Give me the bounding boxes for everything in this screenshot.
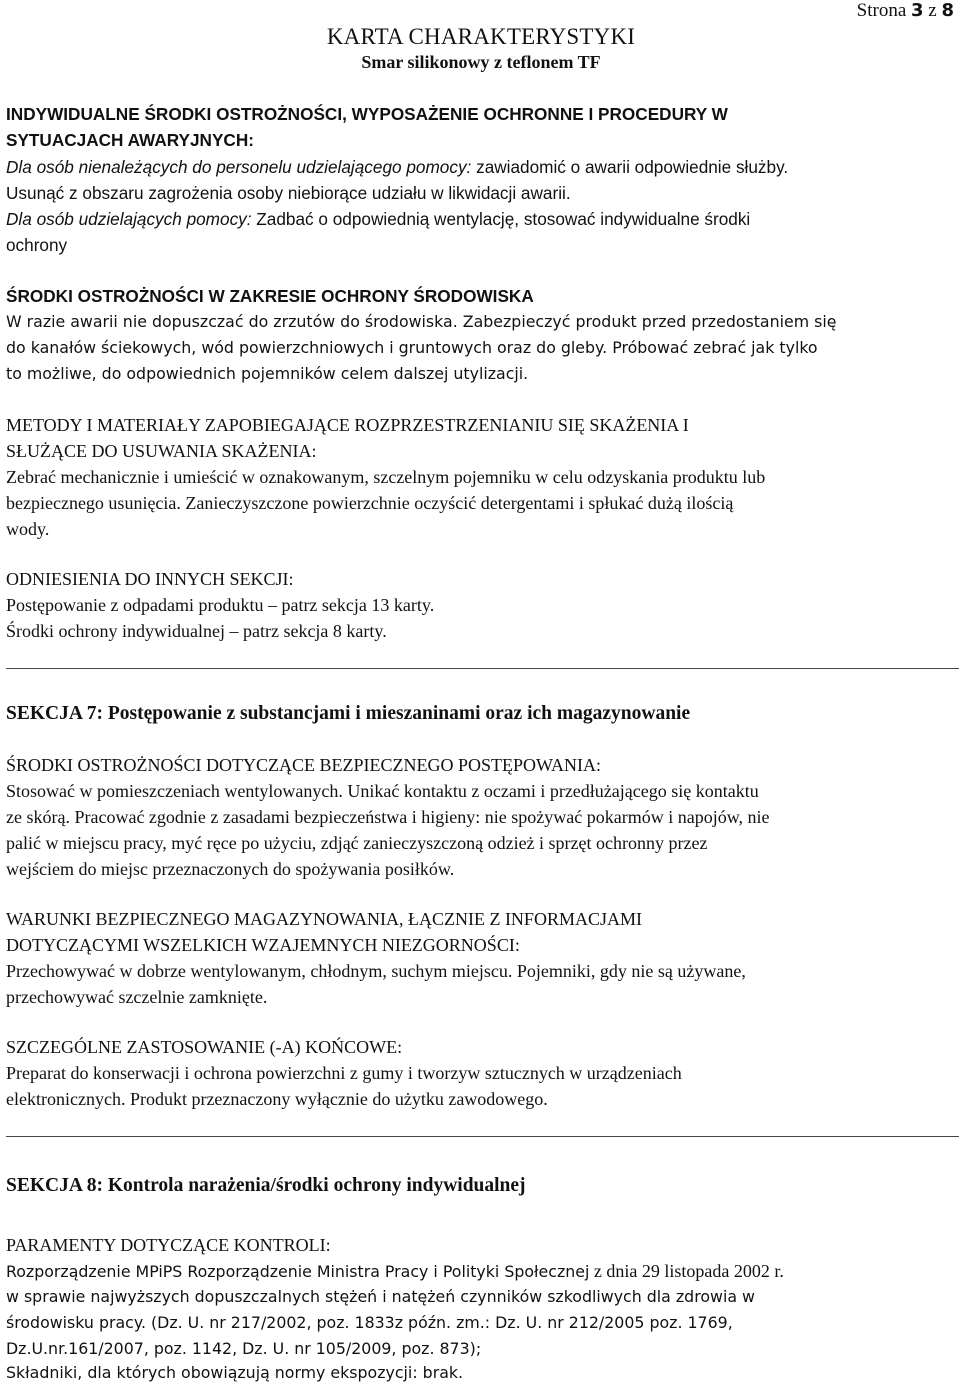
env-line-1 — [6, 309, 956, 335]
handling-line-4: wejściem do miejsc przeznaczonych do spożywania posiłków. — [6, 859, 455, 879]
specific-use-line-1: Preparat do konserwacji i ochrona powierzchni z gumy i tworzyw sztucznych w urządzeniach — [6, 1063, 682, 1083]
heading-specific-use: SZCZEGÓLNE ZASTOSOWANIE (-A) KOŃCOWE: — [6, 1037, 403, 1057]
paragraph-evacuate: Usunąć z obszaru zagrożenia osoby niebiorące udziału w likwidacji awarii. — [6, 183, 571, 203]
heading-safe-handling: ŚRODKI OSTROŻNOŚCI DOTYCZĄCE BEZPIECZNEGO POSTĘPOWANIA: — [6, 755, 602, 775]
heading-individual-precautions-2: SYTUACJACH AWARYJNYCH: — [6, 130, 254, 150]
heading-references: ODNIESIENIA DO INNYCH SEKCJI: — [6, 569, 294, 589]
section-7-title: SEKCJA 7: Postępowanie z substancjami i mieszaninami oraz ich magazynowanie — [6, 703, 691, 724]
paragraph-responders — [6, 206, 956, 232]
page-label: Strona — [856, 0, 907, 21]
regulation-date: z dnia 29 listopada 2002 r. — [589, 1261, 784, 1281]
env-line-3: to możliwe, do odpowiednich pojemników celem dalszej utylizacji. — [6, 364, 529, 383]
page-current: 3 — [911, 0, 924, 21]
methods-line-1: Zebrać mechanicznie i umieścić w oznakowanym, szczelnym pojemniku w celu odzyskania produktu lub — [6, 467, 766, 487]
text-responders: Zadbać o odpowiednią wentylację, stosować indywidualne środki — [251, 209, 751, 229]
storage-line-2: przechowywać szczelnie zamknięte. — [6, 987, 268, 1007]
regulation-line-1 — [6, 1258, 956, 1285]
section-8-title: SEKCJA 8: Kontrola narażenia/środki ochrony indywidualnej — [6, 1175, 526, 1196]
page-of: z — [928, 0, 937, 21]
section-divider — [6, 1136, 959, 1137]
heading-storage-2: DOTYCZĄCYMI WSZELKICH WZAJEMNYCH NIEZGORNOŚCI: — [6, 935, 520, 955]
heading-control-parameters: PARAMENTY DOTYCZĄCE KONTROLI: — [6, 1235, 331, 1255]
regulation-line-3: środowisku pracy. (Dz. U. nr 217/2002, poz. 1833z późn. zm.: Dz. U. nr 212/2005 poz. 1769, — [6, 1313, 733, 1332]
handling-line-1: Stosować w pomieszczeniach wentylowanych. Unikać kontaktu z oczami i przedłużającego się kontaktu — [6, 781, 759, 801]
regulation-line-5: Składniki, dla których obowiązują normy ekspozycji: brak. — [6, 1363, 464, 1382]
handling-line-2: ze skórą. Pracować zgodnie z zasadami bezpieczeństwa i higieny: nie spożywać pokarmów i napojów, nie — [6, 807, 770, 827]
heading-storage-1: WARUNKI BEZPIECZNEGO MAGAZYNOWANIA, ŁĄCZNIE Z INFORMACJAMI — [6, 909, 642, 929]
page-total: 8 — [941, 0, 954, 21]
methods-line-3: wody. — [6, 519, 50, 539]
env-line-2b: Próbować zebrać jak tylko — [607, 338, 818, 357]
label-responders: Dla osób udzielających pomocy: — [6, 209, 252, 229]
env-line-2a: do kanałów ściekowych, wód powierzchniowych i gruntowych oraz do gleby. — [6, 338, 608, 357]
paragraph-responders-cont: ochrony — [6, 235, 68, 255]
env-line-1b: Zabezpieczyć produkt przed przedostaniem się — [457, 312, 837, 331]
heading-methods-2: SŁUŻĄCE DO USUWANIA SKAŻENIA: — [6, 441, 317, 461]
heading-methods-1: METODY I MATERIAŁY ZAPOBIEGAJĄCE ROZPRZESTRZENIANIU SIĘ SKAŻENIA I — [6, 415, 689, 435]
storage-line-1: Przechowywać w dobrze wentylowanym, chłodnym, suchym miejscu. Pojemniki, gdy nie są używane, — [6, 961, 746, 981]
reference-waste: Postępowanie z odpadami produktu – patrz sekcja 13 karty. — [6, 595, 435, 615]
handling-line-3: palić w miejscu pracy, myć ręce po użyciu, zdjąć zanieczyszczoną odzież i sprzęt ochronny przez — [6, 833, 708, 853]
regulation-line-2: w sprawie najwyższych dopuszczalnych stężeń i natężeń czynników szkodliwych dla zdrowia w — [6, 1287, 755, 1306]
specific-use-line-2: elektronicznych. Produkt przeznaczony wyłącznie do użytku zawodowego. — [6, 1089, 548, 1109]
methods-line-2: bezpiecznego usunięcia. Zanieczyszczone powierzchnie oczyścić detergentami i spłukać dużą ilością — [6, 493, 734, 513]
section-divider — [6, 668, 959, 669]
heading-environmental: ŚRODKI OSTROŻNOŚCI W ZAKRESIE OCHRONY ŚRODOWISKA — [6, 286, 534, 306]
document-title: KARTA CHARAKTERYSTYKI — [326, 24, 636, 49]
paragraph-non-responders — [6, 154, 956, 180]
env-line-2 — [6, 335, 956, 361]
text-non-responders: zawiadomić o awarii odpowiednie służby. — [471, 157, 789, 177]
env-line-1a: W razie awarii nie dopuszczać do zrzutów do środowiska. — [6, 312, 458, 331]
heading-individual-precautions-1: INDYWIDUALNE ŚRODKI OSTROŻNOŚCI, WYPOSAŻENIE OCHRONNE I PROCEDURY W — [6, 104, 728, 124]
regulation-line-4: Dz.U.nr.161/2007, poz. 1142, Dz. U. nr 105/2009, poz. 873); — [6, 1339, 482, 1358]
label-non-responders: Dla osób nienależących do personelu udzielającego pomocy: — [6, 157, 472, 177]
regulation-name: Rozporządzenie MPiPS Rozporządzenie Ministra Pracy i Polityki Społecznej — [6, 1262, 590, 1281]
reference-protection: Środki ochrony indywidualnej – patrz sekcja 8 karty. — [6, 621, 387, 641]
document-subtitle: Smar silikonowy z teflonem TF — [361, 52, 601, 72]
page-number — [857, 0, 954, 22]
